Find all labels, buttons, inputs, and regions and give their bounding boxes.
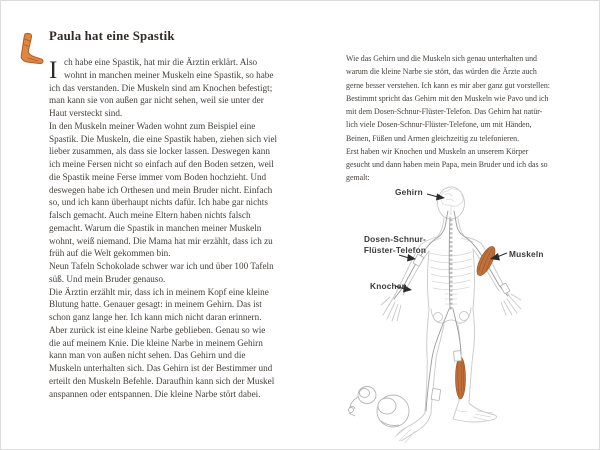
text-line: Die Ärztin erzählt mir, dass ich in meinem Kopf eine kleine: [49, 286, 269, 297]
text-line: man kann sie von außen gar nicht sehen, weil sie unter der: [49, 95, 264, 106]
knochen-label: Knochen: [370, 281, 407, 291]
text-line: ich meine Fersen nicht so einfach auf den Boden setzen, weil: [49, 159, 274, 169]
text-line: die auf meinem Knie. Die kleine Narbe in meinem Gehirn: [49, 337, 263, 348]
text-line: die Spastik meine Ferse immer vom Boden hochzieht. Und: [49, 171, 267, 182]
text-line: deswegen habe ich Orthesen und mein Bruder nicht. Einfach: [49, 184, 273, 195]
telefon-label-line1: Dosen-Schnur-: [363, 234, 427, 244]
text-line: wohnt, weiß niemand. Die Mama hat mir erzählt, dass ich zu: [49, 235, 273, 246]
chapter-title: Paula hat eine Spastik: [49, 29, 175, 43]
text-line: Wie das Gehirn und die Muskeln sich genau unterhalten und: [346, 54, 537, 63]
tin-can-telephone-icon: [349, 387, 410, 428]
text-line: gesucht und dann haben mein Papa, mein Bruder und ich das so: [346, 160, 548, 169]
text-line: lich viele Dosen-Schnur-Flüster-Telefone, um mit Händen,: [346, 120, 532, 130]
text-line: Spastik. Die Muskeln, die eine Spastik haben, ziehen sich viel: [49, 133, 278, 144]
text-line: so, und ich kann überhaupt nichts dafür. Ich habe gar nichts: [49, 197, 268, 208]
gehirn-arrow-icon: [436, 194, 445, 201]
text-line: anspannen oder entspannen. Die kleine Narbe stört dabei.: [49, 388, 261, 399]
text-line: falsch gemacht. Auch meine Eltern haben nichts falsch: [49, 210, 251, 220]
drop-cap: I: [49, 57, 58, 84]
text-line: ich das verstanden. Die Muskeln sind am Knochen befestigt;: [49, 82, 273, 93]
text-line: Aber zurück ist eine kleine Narbe geblieben. Genau so wie: [49, 324, 266, 335]
text-line: wohnt in manchen meiner Muskeln eine Spastik, so habe: [64, 69, 274, 80]
text-line: gemalt:: [346, 173, 370, 183]
text-line: früh auf die Welt gekommen bin.: [49, 248, 171, 259]
anatomy-figure-drawing: [337, 183, 587, 450]
text-line: ch habe eine Spastik, hat mir die Ärztin erklärt. Also: [64, 57, 258, 67]
telefon-label-line2: Flüster-Telefon: [363, 244, 427, 255]
orthosis-icon: [14, 31, 46, 67]
text-line: Erst haben wir Knochen und Muskeln an unserem Körper: [346, 146, 529, 156]
text-line: mit dem Dosen-Schnur-Flüster-Telefon. Das Gehirn hat natür-: [346, 107, 543, 116]
text-line: Muskeln unterhalten sich. Das Gehirn ist der Bestimmer und: [49, 363, 273, 373]
text-line: gerne besser verstehen. Ich kann es mir aber ganz gut vorstellen:: [346, 80, 550, 90]
text-line: süß. Und mein Bruder genauso.: [49, 273, 166, 284]
telefon-label: [351, 234, 439, 255]
text-line: warum die kleine Narbe sie stört, das würden die Ärzte auch: [346, 67, 537, 77]
text-line: Beinen, Füßen und Armen gleichzeitig zu telefonieren.: [346, 133, 520, 143]
text-line: Bestimmt spricht das Gehirn mit den Muskeln wie Pavo und ich: [346, 93, 549, 103]
muskeln-label: Muskeln: [509, 249, 544, 259]
calf-muscle: [456, 357, 466, 399]
right-page-text: [346, 52, 586, 185]
brain-drawing: [441, 189, 463, 215]
text-line: lieber zusammen, als dass sie locker lassen. Deswegen kann: [49, 146, 270, 157]
text-line: gemacht. Warum die Spastik in manchen meiner Muskeln: [49, 222, 262, 233]
text-line: erteilt den Muskeln Befehle. Daraufhin kann sich der Muskel: [49, 375, 275, 386]
text-line: Neun Tafeln Schokolade schwer war ich und über 100 Tafeln: [49, 261, 274, 271]
text-line: In den Muskeln meiner Waden wohnt zum Beispiel eine: [49, 120, 256, 131]
text-line: Blutung hatte. Genauer gesagt: in meinem Gehirn. Das ist: [49, 299, 262, 310]
text-line: Haut versteckt sind.: [49, 108, 123, 118]
gehirn-label: Gehirn: [395, 187, 423, 197]
text-line: schon ganz lange her. Ich kann mich nicht daran erinnern.: [49, 312, 262, 322]
left-page-text: [49, 56, 317, 400]
text-line: kann man von außen nicht sehen. Das Gehirn und die: [49, 350, 246, 361]
